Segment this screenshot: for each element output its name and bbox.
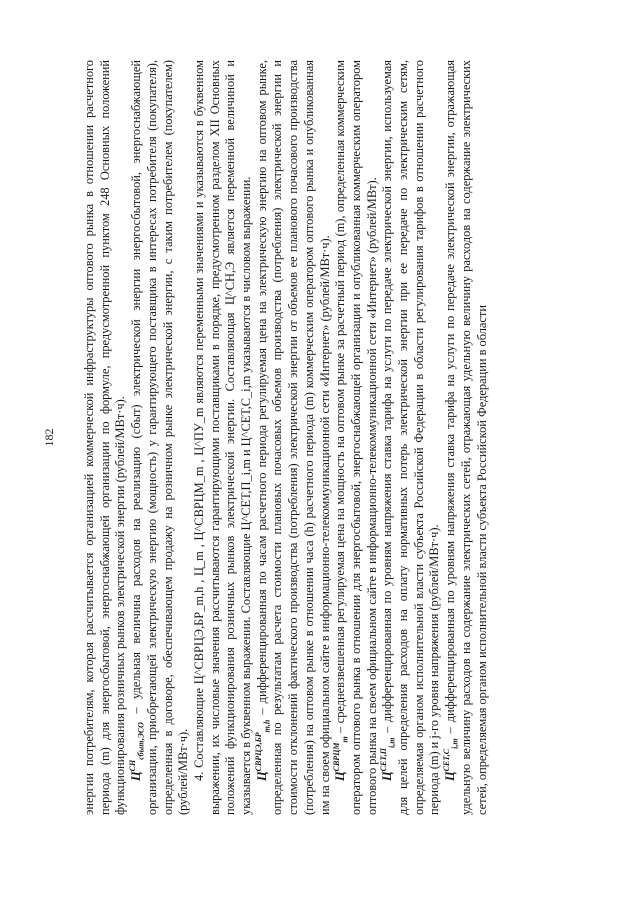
page-number: 182 — [42, 428, 56, 447]
symbol-5: $Ц^{СЕТ,\Pi}_{i,m}$ — [379, 737, 397, 781]
paragraph-3: $Ц^{СВРЦЭ,БР}_{m,h}$ – дифференцированная по часам расчетного периода регулируемая цена на электрическую энергию на оптовом рынке, определенная по результатам расчета стоимости плановых почасовых объемов производства (потребления) электрической энергии и стоимости отклонений фактического производства (потребления) электрической энергии от объемов ее планового почасового производства (потребления) на оптовом рынке в отношении часа (h) расчетного периода (m) коммерческим оператором оптового рынка и опубликованная им на своем официальном сайте в информационно-телекоммуникационной сети «Интернет» (рублей/МВт·ч). — [253, 60, 332, 815]
symbol-4: $Ц^{СВРЦМ}_m$ — [332, 736, 350, 781]
body-text — [82, 60, 490, 815]
paragraph-2: 4. Составляющие Ц^СВРЦЭ,БР_m,h , Ц_m , Ц^СВРЦМ_m , Ц^ПУ_m являются переменными значениями и указываются в буквенном выражении, их числовые значения рассчитываются гарантирующими поставщиками в порядке, предусмотренном разделом XII Основных положений функционирования розничных рынков электрической энергии. Составляющая Ц^СН,Э является переменной величиной и указывается в буквенном выражении. Составляющие Ц^СЕТ,Π_i,m и Ц^СЕТ,С_i,m указываются в числовом выражении. — [191, 60, 254, 815]
paragraph-6: $Ц^{СЕТ,С}_{i,m}$ – дифференцированная по уровням напряжения ставка тарифа на услуги по передаче электрической энергии, отражающая удельную величину расходов на содержание электрических сетей, отражающая удельную величину расходов на содержание электрических сетей, определяемая органом исполнительной власти субъекта Российской Федерации в области — [442, 60, 489, 815]
symbol-6: $Ц^{СЕТ,С}_{i,m}$ — [442, 738, 460, 781]
paragraph-4: $Ц^{СВРЦМ}_m$ – средневзвешенная регулируемая цена на мощность на оптовом рынке за расчетный период (m), определенная коммерческим оператором оптового рынка в отношении для энергосбытовой, энергоснабжающей организации и опубликованная коммерческим оператором оптового рынка на своем официальном сайте в информационно-телекоммуникационной сети «Интернет» (рублей/МВт). — [332, 60, 379, 815]
symbol-3: $Ц^{СВРЦЭ,БР}_{m,h}$ — [253, 719, 272, 781]
paragraph-1: $Ц^{СН}_{сбыт,ЭСО}$ – удельная величина расходов на реализацию (сбыт) электрической энергии энергосбытовой, энергоснабжающей организации, приобретающей электрическую энергию (мощность) у гарантирующего поставщика в интересах потребителя (покупателя), определенная в договоре, обеспечивающем продажу на розничном рынке электрической энергии, с таким потребителем (покупателем) (рублей/МВт·ч). — [127, 60, 191, 815]
rotated-content — [42, 60, 597, 815]
paragraph-0: энергии потребителям, которая рассчитывается организацией коммерческой инфраструктуры оптового рынка в отношении расчетного периода (m) для энергосбытовой, энергоснабжающей организации по формуле, предусмотренной пунктом 248 Основных положений функционирования розничных рынков электрической энергии (рублей/МВт·ч). — [82, 60, 128, 815]
symbol-1: $Ц^{СН}_{сбыт,ЭСО}$ — [127, 722, 146, 781]
paragraph-5: $Ц^{СЕТ,\Pi}_{i,m}$ – дифференцированная по уровням напряжения ставка тарифа на услуги по передаче электрической энергии, используемая для целей определения расходов на оплату нормативных потерь электрической энергии при ее передаче по электрическим сетям, определяемая органом исполнительной власти субъекта Российской Федерации в области регулирования тарифов в отношении расчетного периода (m) и j-го уровня напряжения (рублей/МВт·ч). — [379, 60, 442, 815]
